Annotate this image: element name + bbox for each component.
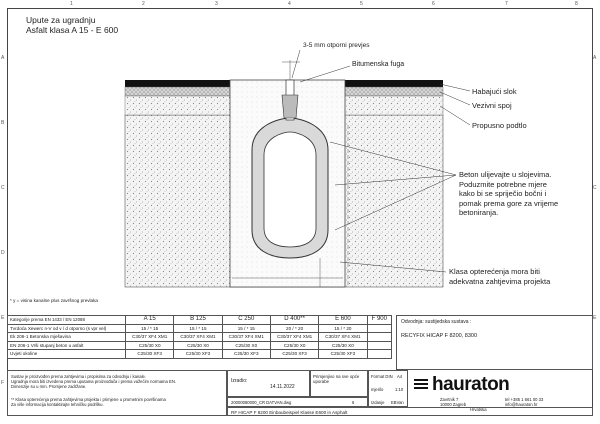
zone-top-5: 5 xyxy=(360,1,363,7)
row-label xyxy=(8,341,126,350)
company-email: info@hauraton.hr xyxy=(505,402,538,407)
file-title-cell xyxy=(227,407,593,416)
edition-label: Izdanje xyxy=(371,400,385,405)
legal-note: Dimenzije su u mm. Promjene zadržane. xyxy=(11,384,87,389)
format-cell xyxy=(368,370,408,407)
concrete-note xyxy=(459,170,558,218)
zone-top-4: 4 xyxy=(288,1,291,7)
format-value: A4 xyxy=(397,374,403,379)
drawing-number-cell xyxy=(227,397,368,407)
table-cell: 15 / * 15 xyxy=(222,324,270,333)
table-cell: C25/30 X0 xyxy=(319,341,367,350)
company-phone: tel +385 1 661 00 33 xyxy=(505,397,544,402)
layer-label-3: Propusno podtlo xyxy=(472,121,527,130)
zone-side-f: F xyxy=(1,380,5,386)
zone-side-e: E xyxy=(1,315,5,321)
row-label: Uvjeti okoline xyxy=(8,350,126,359)
zone-top-2: 2 xyxy=(142,1,145,7)
remark-text: Primjenjivo na sve opće uporabe xyxy=(313,374,360,384)
class-note-line: Klasa opterećenja mora biti xyxy=(449,267,540,276)
table-cell: C25/30 X0 xyxy=(270,341,318,350)
footnote: * y = visina kanalne plus završnog prevlaka xyxy=(10,298,98,303)
table-cell xyxy=(367,333,391,342)
table-row xyxy=(8,324,392,333)
concrete-note-line: betoniranja. xyxy=(459,208,499,217)
table-row xyxy=(8,350,392,359)
zone-side-a: A xyxy=(1,55,5,61)
slot-frame xyxy=(282,95,298,118)
table-cell: C25/30 XF3 xyxy=(319,350,367,359)
table-cell xyxy=(367,341,391,350)
order-product: RECYFIX HICAP F 8200, 8300 xyxy=(401,333,478,339)
zone-side-d: D xyxy=(1,250,5,256)
table-cell: C25/30 X0 xyxy=(126,341,174,350)
drawing-number: 20000080000_CR DATVAN.dwg xyxy=(231,400,292,405)
table-cell xyxy=(367,350,391,359)
notes-block xyxy=(7,370,227,416)
table-cell: C25/30 XF3 xyxy=(174,350,222,359)
zone-side-e-right: E xyxy=(593,315,597,321)
leader-layer-2 xyxy=(440,92,470,105)
scale-value: 1:10 xyxy=(395,387,404,392)
hauraton-logo-icon xyxy=(412,376,430,394)
concrete-note-line: kako bi se spriječio bočni i xyxy=(459,189,547,198)
class-header: E 600 xyxy=(319,316,367,325)
created-by-label: Izradio: xyxy=(231,378,248,384)
edition-value: EBVan xyxy=(391,400,404,405)
table-cell: C25/30 X0 xyxy=(222,341,270,350)
title-line-1: Upute za ugradnju xyxy=(26,15,96,25)
row-label-text: Betonska mješavina xyxy=(29,334,71,339)
table-cell: C30/37 XF4 XM1 xyxy=(319,333,367,342)
company-address-1: Zavrtnik 7 xyxy=(440,397,459,402)
leader-layer-3 xyxy=(440,106,470,125)
remark-cell xyxy=(310,370,368,397)
class-header: C 250 xyxy=(222,316,270,325)
side-code: Ek 206-1 xyxy=(10,334,29,339)
drawing-date: 14.11.2022 xyxy=(270,384,295,390)
class-header: F 900 xyxy=(367,316,391,325)
title-line-2: Asfalt klasa A 15 - E 600 xyxy=(26,25,119,35)
concrete-note-line: Poduzmite potrebne mjere xyxy=(459,179,547,189)
legal-note: Sustav je proizvođen prema zahtjevima i propisima za odvodnju i kanale. xyxy=(11,374,147,379)
zone-top-7: 7 xyxy=(505,1,508,7)
table-row xyxy=(8,333,392,342)
table-row xyxy=(8,341,392,350)
row-label-text: Vrši stupanj beton u asfalt xyxy=(30,342,84,348)
class-header: B 125 xyxy=(174,316,222,325)
table-cell: 15 / * 15 xyxy=(126,324,174,333)
layer-label-2: Vezivni spoj xyxy=(472,101,512,110)
table-cell: C25/30 XF3 xyxy=(270,350,318,359)
order-label: Odvodnja: sustijedska sustava : xyxy=(401,319,472,325)
footnote-note: ** Klasa opterećenja prema zahtjevima projekta i primjene u prometnim površinama xyxy=(11,397,166,402)
row-label: Tvrdoća Xewerc n-V od v / d otporno (s vpr vel) xyxy=(8,324,126,333)
bitumen-label: Bitumenska fuga xyxy=(352,61,405,68)
sheet-number: 6 xyxy=(352,400,355,405)
class-header: A 15 xyxy=(126,316,174,325)
table-cell: C25/30 XF3 xyxy=(222,350,270,359)
table-cell: C25/30 XF3 xyxy=(126,350,174,359)
table-cell: 15 / * 20 xyxy=(319,324,367,333)
order-block xyxy=(396,315,593,370)
legal-note: Ugradnja mora biti izvedena prema uputama proizvođača i prema važećim normama EN. xyxy=(11,379,177,384)
zone-side-c-right: C xyxy=(593,185,597,191)
row-label xyxy=(8,333,126,342)
file-title: RF HICAP F 8200 Einbaubeispiel Klasse E600 in Asphalt xyxy=(231,410,348,415)
zone-top-8: 8 xyxy=(575,1,578,7)
class-note xyxy=(449,267,550,286)
class-note-line: adekvatna zahtjevima projekta xyxy=(449,276,551,286)
leader-gap xyxy=(292,50,300,78)
table-cell: 15 / * 15 xyxy=(174,324,222,333)
table-cell: C30/37 XF4 XM1 xyxy=(174,333,222,342)
company-address-2: 10000 Zagreb xyxy=(440,402,467,407)
table-cell xyxy=(367,324,391,333)
concrete-note-line: pomak prema gore za vrijeme xyxy=(459,198,559,208)
zone-side-b: B xyxy=(1,120,5,126)
footnote-note: Za više informacija kontaktirajte tehničku podršku. xyxy=(11,402,104,407)
scale-label: mjerilo xyxy=(371,387,384,392)
zone-side-a-right: A xyxy=(593,55,597,61)
table-header-label: Kategorije prema EN 1433 / EN 12088 xyxy=(8,316,126,325)
table-cell: C25/30 X0 xyxy=(174,341,222,350)
format-label: Format DIN xyxy=(371,374,393,379)
zone-side-c: C xyxy=(1,185,5,191)
channel-inner xyxy=(264,132,316,247)
table-cell: C30/37 XF4 XM1 xyxy=(126,333,174,342)
class-header: D 400** xyxy=(270,316,318,325)
table-cell: C30/37 XF4 XM1 xyxy=(270,333,318,342)
leader-layer-1 xyxy=(440,84,470,91)
side-code: EN 206-1 xyxy=(10,342,30,348)
load-class-table xyxy=(7,315,392,359)
company-logo: hauraton xyxy=(432,374,510,395)
zone-top-3: 3 xyxy=(215,1,218,7)
zone-top-1: 1 xyxy=(70,1,73,7)
table-cell: C30/37 XF4 XM1 xyxy=(222,333,270,342)
concrete-note-line: Beton ulijevajte u slojevima. xyxy=(459,170,552,179)
gap-note: 3-5 mm otporni prevjes xyxy=(303,42,370,49)
company-address-3: Hrvatska xyxy=(470,407,487,412)
table-cell: 20 / * 20 xyxy=(270,324,318,333)
zone-top-6: 6 xyxy=(432,1,435,7)
created-by-cell xyxy=(227,370,310,397)
layer-label-1: Habajući slok xyxy=(472,87,517,96)
